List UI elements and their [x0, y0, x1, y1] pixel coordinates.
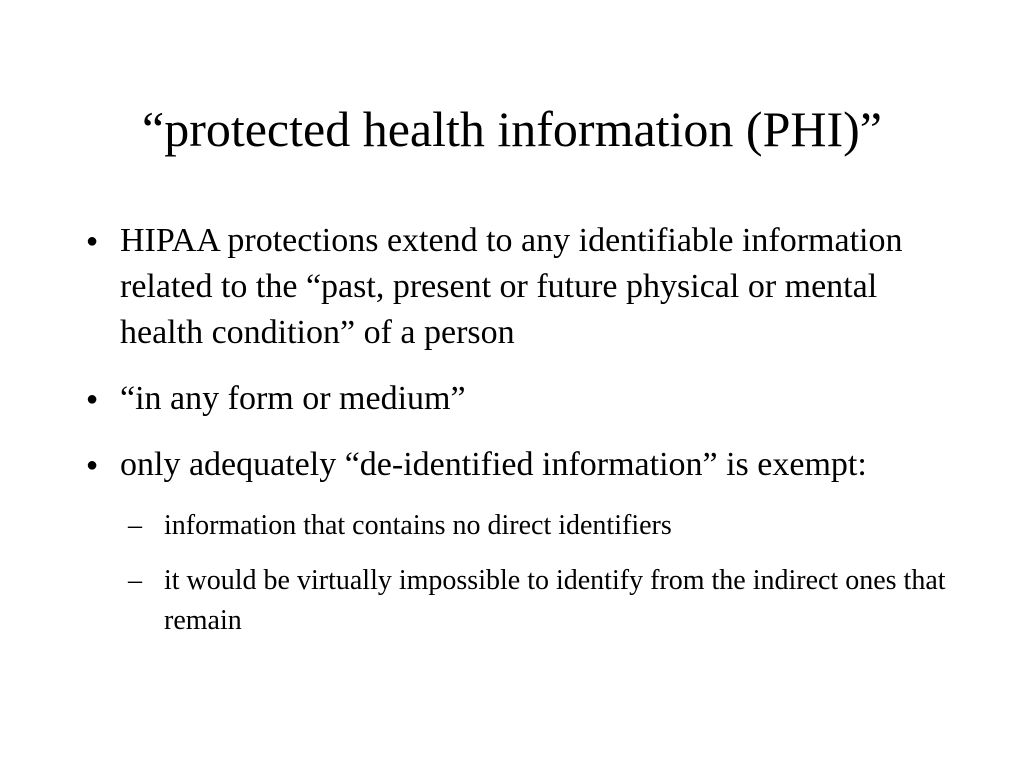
slide-content — [86, 218, 946, 656]
sub-bullet-text: information that contains no direct identifiers — [164, 510, 672, 541]
bullet-text: HIPAA protections extend to any identifiable information related to the “past, present or future physical or mental health condition” of a person — [120, 222, 903, 351]
dash-icon: – — [128, 565, 142, 596]
sub-bullet-item — [128, 506, 946, 546]
bullet-item — [86, 376, 946, 422]
bullet-text: only adequately “de-identified information” is exempt: — [120, 446, 867, 483]
bullet-item — [86, 442, 946, 488]
bullet-text: “in any form or medium” — [120, 380, 466, 417]
bullet-dot-icon: ● — [86, 230, 99, 252]
bullet-item — [86, 218, 946, 356]
bullet-dot-icon: ● — [86, 454, 99, 476]
slide-title: “protected health information (PHI)” — [142, 101, 882, 157]
sub-bullet-item — [128, 561, 946, 641]
sub-bullet-text: it would be virtually impossible to identify from the indirect ones that remain — [164, 565, 946, 636]
sub-bullet-list — [86, 506, 946, 641]
bullet-dot-icon: ● — [86, 388, 99, 410]
dash-icon: – — [128, 510, 142, 541]
